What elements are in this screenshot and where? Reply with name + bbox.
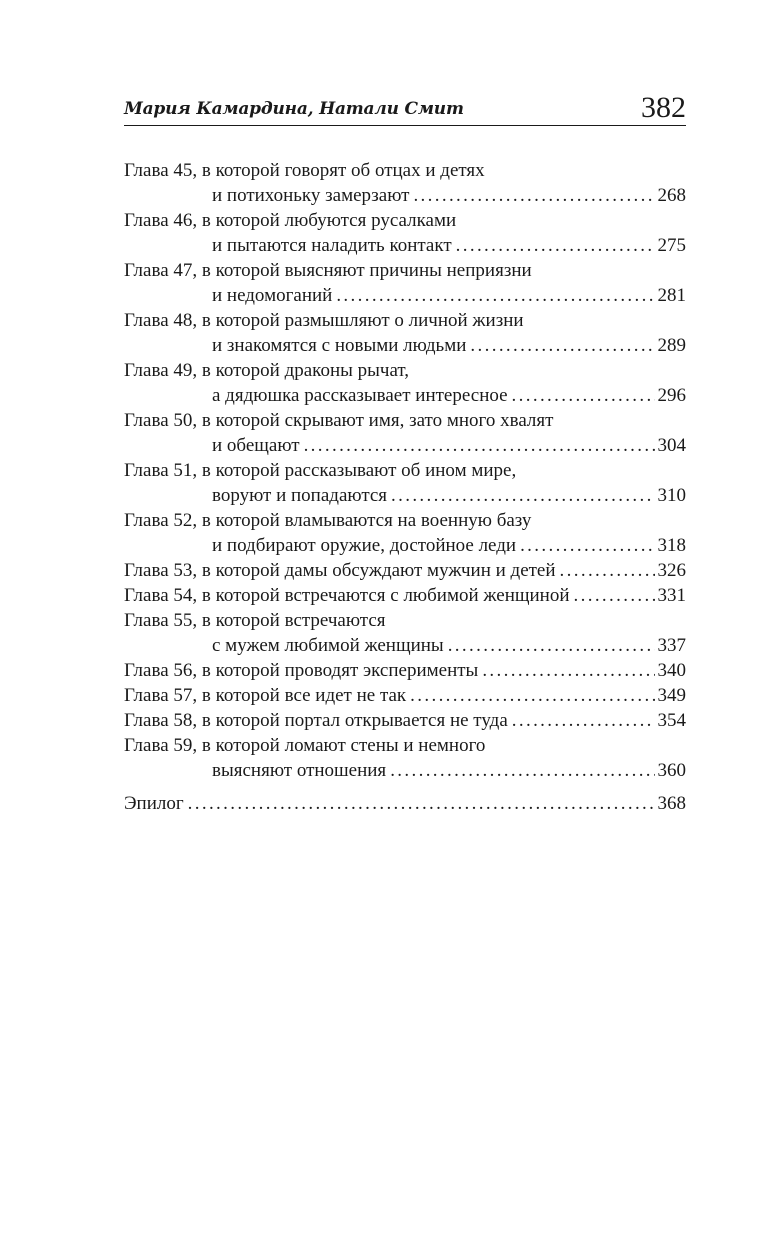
dot-leader <box>336 283 654 308</box>
toc-entry-text: Эпилог <box>124 793 184 814</box>
dot-leader <box>304 433 655 458</box>
toc-entry-text: Глава 52, в которой вламываются на военную базу <box>124 510 532 531</box>
toc-entry <box>124 733 686 783</box>
toc-entry-page: 304 <box>657 435 686 456</box>
toc-entry-text: а дядюшка рассказывает интересное <box>212 385 508 406</box>
toc-entry-page: 318 <box>657 535 686 556</box>
toc-entry-line <box>124 158 686 183</box>
toc-entry-line <box>124 608 686 633</box>
toc-entry-page: 331 <box>657 585 686 606</box>
toc-entry-text: воруют и попадаются <box>212 485 388 506</box>
toc-entry <box>124 608 686 658</box>
dot-leader <box>512 383 655 408</box>
dot-leader <box>574 583 655 608</box>
toc-entry <box>124 408 686 458</box>
dot-leader <box>512 708 655 733</box>
toc-entry-text: и пытаются наладить контакт <box>212 235 452 256</box>
toc-entry-text: Глава 55, в которой встречаются <box>124 610 386 631</box>
toc-entry-line <box>124 233 686 258</box>
toc-entry-line <box>124 408 686 433</box>
running-head-authors: Мария Камардина, Натали Смит <box>124 99 464 119</box>
toc-entry-page: 368 <box>657 793 686 814</box>
dot-leader <box>456 233 655 258</box>
toc-entry-text: Глава 50, в которой скрывают имя, зато много хвалят <box>124 410 554 431</box>
toc-entry-text: Глава 51, в которой рассказывают об ином мире, <box>124 460 517 481</box>
toc-entry-line <box>124 683 686 708</box>
toc-entry-text: Глава 59, в которой ломают стены и немного <box>124 735 486 756</box>
toc-entry-text: выясняют отношения <box>212 760 387 781</box>
toc-entry-page: 296 <box>657 385 686 406</box>
toc-entry-page: 354 <box>657 710 686 731</box>
toc-entry-text: Глава 53, в которой дамы обсуждают мужчин и детей <box>124 560 556 581</box>
toc-entry-line <box>124 533 686 558</box>
toc-entry <box>124 558 686 583</box>
toc-entry-line <box>124 633 686 658</box>
toc-entry <box>124 258 686 308</box>
dot-leader <box>560 558 655 583</box>
toc-entry-line <box>124 258 686 283</box>
toc-entry-text: Глава 49, в которой драконы рычат, <box>124 360 410 381</box>
toc-entry-text: и знакомятся с новыми людьми <box>212 335 467 356</box>
toc-entry-text: Глава 48, в которой размышляют о личной жизни <box>124 310 524 331</box>
dot-leader <box>410 683 654 708</box>
toc-entry-text: Глава 46, в которой любуются русалками <box>124 210 457 231</box>
toc-entry-text: и недомоганий <box>212 285 333 306</box>
dot-leader <box>470 333 654 358</box>
toc-entry <box>124 208 686 258</box>
toc-entry-text: и подбирают оружие, достойное леди <box>212 535 517 556</box>
toc-entry-line <box>124 183 686 208</box>
toc-entry <box>124 508 686 558</box>
toc-entry-line <box>124 308 686 333</box>
toc-entry-text: Глава 45, в которой говорят об отцах и детях <box>124 160 485 181</box>
toc-entry-text: Глава 47, в которой выясняют причины неприязни <box>124 260 532 281</box>
toc-epilogue <box>124 791 686 816</box>
table-of-contents <box>124 158 686 816</box>
toc-entry-page: 337 <box>657 635 686 656</box>
running-head <box>124 88 686 126</box>
toc-entry <box>124 583 686 608</box>
toc-entry-line <box>124 658 686 683</box>
toc-entry-text: Глава 57, в которой все идет не так <box>124 685 407 706</box>
toc-entry <box>124 308 686 358</box>
dot-leader <box>413 183 654 208</box>
dot-leader <box>188 791 655 816</box>
toc-entry <box>124 683 686 708</box>
toc-entry-line <box>124 333 686 358</box>
toc-entry-text: и потихоньку замерзают <box>212 185 410 206</box>
toc-entry <box>124 158 686 208</box>
toc-entry-page: 268 <box>657 185 686 206</box>
toc-entry-text: Глава 58, в которой портал открывается не туда <box>124 710 508 731</box>
toc-entry-line <box>124 791 686 816</box>
toc-entry-line <box>124 383 686 408</box>
toc-entry-page: 349 <box>657 685 686 706</box>
toc-entry <box>124 358 686 408</box>
toc-entry-line <box>124 758 686 783</box>
toc-entry <box>124 708 686 733</box>
dot-leader <box>391 483 654 508</box>
toc-entry-page: 275 <box>657 235 686 256</box>
toc-entry-text: и обещают <box>212 435 300 456</box>
toc-entry-page: 340 <box>657 660 686 681</box>
toc-entry-line <box>124 208 686 233</box>
toc-entry-text: Глава 56, в которой проводят эксперименты <box>124 660 479 681</box>
toc-entry <box>124 658 686 683</box>
toc-entry-line <box>124 458 686 483</box>
toc-entry-page: 289 <box>657 335 686 356</box>
toc-entry-line <box>124 483 686 508</box>
toc-entry-line <box>124 358 686 383</box>
toc-entry-line <box>124 708 686 733</box>
toc-entry-line <box>124 283 686 308</box>
toc-entry-line <box>124 558 686 583</box>
toc-entry-line <box>124 583 686 608</box>
toc-entry <box>124 458 686 508</box>
toc-entry-line <box>124 508 686 533</box>
dot-leader <box>448 633 655 658</box>
toc-entry-text: с мужем любимой женщины <box>212 635 444 656</box>
toc-entry-line <box>124 433 686 458</box>
toc-entry-page: 360 <box>657 760 686 781</box>
toc-entry-page: 310 <box>657 485 686 506</box>
toc-entry-page: 281 <box>657 285 686 306</box>
dot-leader <box>520 533 654 558</box>
dot-leader <box>390 758 654 783</box>
toc-entry-line <box>124 733 686 758</box>
toc-entry-page: 326 <box>657 560 686 581</box>
toc-entry-text: Глава 54, в которой встречаются с любимой женщиной <box>124 585 570 606</box>
page-number: 382 <box>641 91 686 124</box>
dot-leader <box>482 658 654 683</box>
